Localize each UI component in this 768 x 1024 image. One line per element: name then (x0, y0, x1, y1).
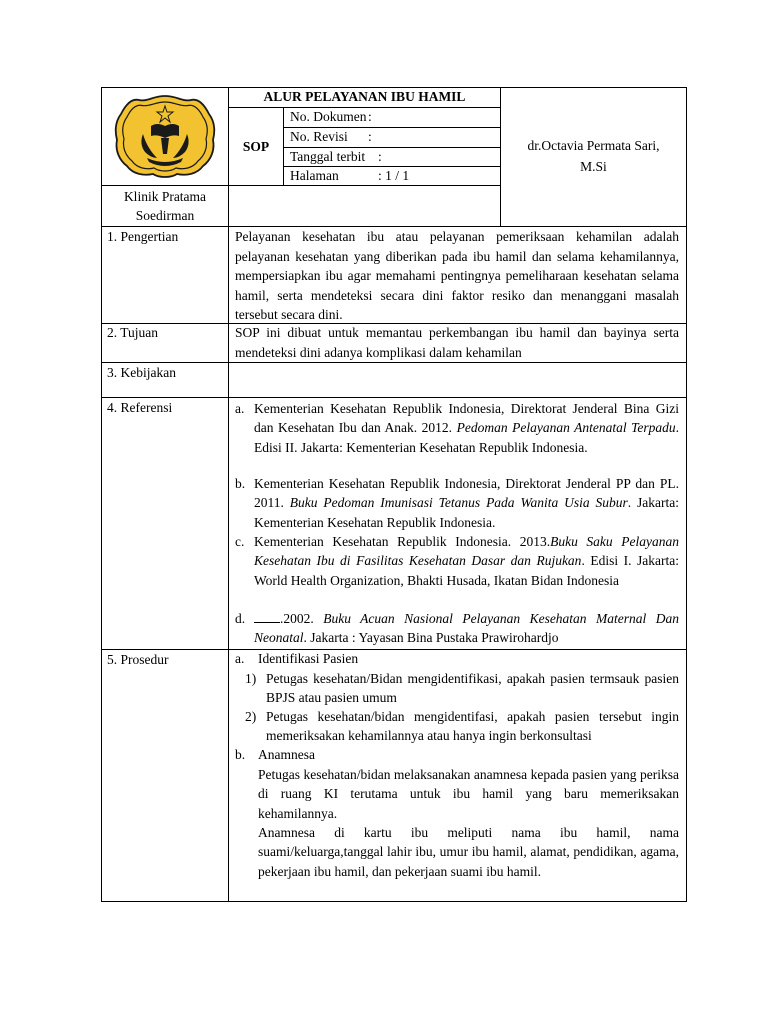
procedure-step (245, 669, 679, 707)
reference-item (235, 532, 679, 610)
reference-post: . Edisi II. Jakarta: Kementerian Kesehatan Republik Indonesia. (254, 420, 680, 455)
reference-marker: b. (235, 476, 246, 491)
row-divider-4 (101, 397, 687, 398)
table-border-right (686, 87, 687, 902)
header-bottom-mid (228, 185, 501, 186)
author-blank-line (254, 610, 280, 623)
document-title: ALUR PELAYANAN IBU HAMIL (263, 89, 466, 104)
reference-item (235, 399, 679, 477)
section-label-prosedur: 5. Prosedur (107, 652, 169, 667)
sop-label: SOP (242, 139, 270, 154)
reference-marker: c. (235, 534, 245, 549)
reference-text (254, 609, 679, 648)
reference-pre: Kementerian Kesehatan Republik Indonesia, Direktorat Jenderal PP dan PL. 2011. (254, 476, 679, 511)
reference-title: Buku Acuan Nasional Pelayanan Kesehatan Maternal Dan Neonatal (254, 611, 679, 646)
prosedur-a-marker: a. (235, 651, 245, 666)
step-text: Petugas kesehatan/bidan mengidentifasi, apakah pasien tersebut ingin memeriksakan kehamilannya atau hanya ingin berkonsultasi (266, 709, 679, 744)
anamnesa-paragraph-1: Petugas kesehatan/bidan melaksanakan anamnesa kepada pasien yang periksa di ruang KI terutama untuk ibu hamil yang baru memeriksakan kehamilannya. (258, 767, 679, 821)
reference-item (235, 474, 679, 532)
prosedur-a-title: Identifikasi Pasien (258, 651, 359, 666)
section-text-pengertian: Pelayanan kesehatan ibu atau pelayanan pemeriksaan kehamilan adalah pelayanan kesehatan yang diberikan pada ibu hamil dan selama kehamilannya, mempersiapkan ibu agar memahami pentingnya pemeliharaan kesehatan selama hamil, serta mendeteksi secara dini faktor resiko dan menanggani masalah tersebut secara dini. (235, 229, 679, 322)
step-text: Petugas kesehatan/Bidan mengidentifikasi, apakah pasien termsauk pasien BPJS atau pasien umum (266, 671, 679, 706)
section-label-referensi: 4. Referensi (107, 400, 173, 415)
reference-title: Buku Saku Pelayanan Kesehatan Ibu di Fasilitas Kesehatan Dasar dan Rujukan (254, 534, 679, 569)
reference-marker: d. (235, 611, 246, 626)
signer-name: dr.Octavia Permata Sari, (527, 138, 660, 153)
reference-text (254, 399, 679, 457)
field-label: No. Dokumen (290, 109, 367, 124)
reference-pre: Kementerian Kesehatan Republik Indonesia, Direktorat Jenderal Bina Gizi dan Kesehatan Ibu dan Anak. 2012. (254, 401, 679, 436)
row-divider-5 (101, 649, 687, 650)
reference-pre: Kementerian Kesehatan Republik Indonesia. 2013. (254, 534, 551, 549)
section-label-kebijakan: 3. Kebijakan (107, 365, 176, 380)
reference-text (254, 532, 679, 590)
field-label: No. Revisi (290, 129, 348, 144)
section-text-tujuan: SOP ini dibuat untuk memantau perkembangan ibu hamil dan bayinya serta mendeteksi dini adanya komplikasi dalam kehamilan (235, 325, 679, 360)
reference-text (254, 474, 679, 532)
reference-post: . Jakarta : Yayasan Bina Pustaka Prawirohardjo (303, 630, 559, 646)
section-label-pengertian: 1. Pengertian (107, 229, 179, 244)
clinic-name-line2: Soedirman (135, 208, 195, 223)
table-border-bottom (101, 901, 687, 902)
reference-item (235, 609, 679, 649)
step-marker: 1) (245, 671, 257, 686)
section-label-tujuan: 2. Tujuan (107, 325, 159, 340)
reference-pre: .2002. (280, 611, 314, 626)
university-emblem-icon (111, 92, 219, 180)
field-label: Halaman (290, 168, 339, 183)
prosedur-b-marker: b. (235, 747, 246, 762)
field-value: : (368, 109, 372, 124)
row-divider-3 (101, 362, 687, 363)
signer-title: M.Si (580, 159, 607, 174)
field-value: : (378, 149, 382, 164)
anamnesa-paragraph-2: Anamnesa di kartu ibu meliputi nama ibu hamil, nama suami/keluarga,tanggal lahir ibu, umur ibu hamil, alamat, pendidikan, agama, pekerjaan ibu hamil, dan pekerjaan suami ibu hamil. (258, 825, 679, 879)
step-marker: 2) (245, 709, 257, 724)
reference-post: . Edisi I. Jakarta: World Health Organization, Bhakti Husada, Ikatan Bidan Indonesia (254, 553, 679, 588)
prosedur-b-title: Anamnesa (258, 747, 315, 762)
reference-title: Pedoman Pelayanan Antenatal Terpadu (456, 420, 676, 436)
reference-post: . Jakarta: Kementerian Kesehatan Republik Indonesia. (254, 495, 679, 530)
header-logo-divider (101, 185, 229, 186)
field-value: : 1 / 1 (378, 168, 410, 183)
reference-marker: a. (235, 401, 245, 416)
reference-title: Buku Pedoman Imunisasi Tetanus Pada Wanita Usia Subur (289, 495, 628, 511)
field-value: : (368, 129, 372, 144)
field-label: Tanggal terbit (290, 149, 366, 164)
clinic-name-line1: Klinik Pratama (123, 189, 207, 204)
header-col-divider (228, 87, 229, 902)
procedure-step (245, 707, 679, 745)
